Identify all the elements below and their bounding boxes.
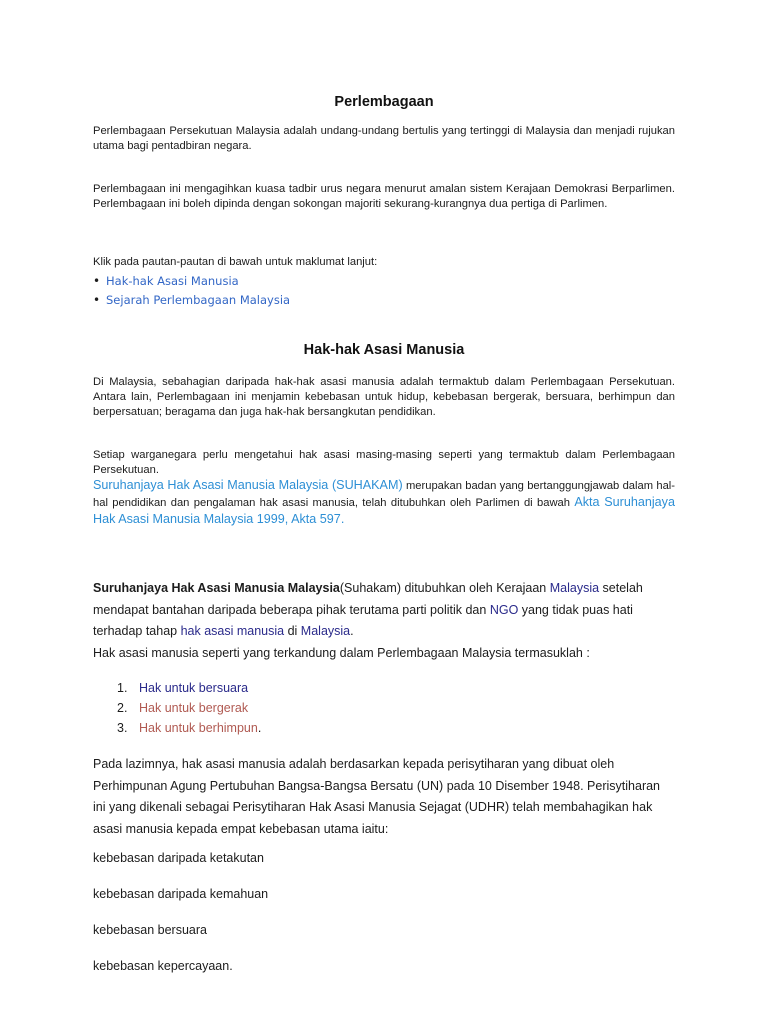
bullet-icon: • [93, 293, 101, 307]
page-title: Perlembagaan [334, 94, 434, 110]
intro-paragraph: Perlembagaan Persekutuan Malaysia adalah undang-undang bertulis yang tertinggi di Malaysia dan menjadi rujukan utama bagi pentadbiran negara. [93, 125, 675, 152]
bullet-icon: • [93, 274, 101, 288]
rights-list [117, 678, 261, 738]
malaysia-link[interactable]: Malaysia [549, 581, 600, 595]
right-link[interactable]: Hak untuk berhimpun [139, 721, 258, 735]
links-list [93, 272, 290, 310]
suhakam-paragraph: Suruhanjaya Hak Asasi Manusia Malaysia (SUHAKAM) merupakan badan yang bertanggungjawab dalam hal-hal pendidikan dan pengalaman hak asasi manusia, telah ditubuhkan oleh Parlimen di bawah Akta Suruhanjaya Hak Asasi Manusia Malaysia 1999, Akta 597. [93, 478, 676, 526]
list-item: 3. Hak untuk berhimpun. [117, 721, 262, 735]
udhr-paragraph: Pada lazimnya, hak asasi manusia adalah berdasarkan kepada perisytiharan yang dibuat oleh Perhimpunan Agung Pertubuhan Bangsa-Bangsa Bersatu (UN) pada 10 Disember 1948. Perisytiharan ini yang dikenali sebagai Perisytiharan Hak Asasi Manusia Sejagat (UDHR) telah membahagikan hak asasi manusia kepada empat kebebasan utama iaitu: [93, 757, 661, 836]
suhakam-history-paragraph: Suruhanjaya Hak Asasi Manusia Malaysia(Suhakam) ditubuhkan oleh Kerajaan Malaysia setelah mendapat bantahan daripada beberapa pihak terutama parti politik dan NGO yang tidak puas hati terhadap tahap hak asasi manusia di Malaysia. [93, 581, 643, 638]
list-intro: Hak asasi manusia seperti yang terkandung dalam Perlembagaan Malaysia termasuklah : [93, 646, 590, 660]
link-sejarah[interactable]: • Sejarah Perlembagaan Malaysia [93, 291, 290, 310]
akta-link[interactable]: Akta Suruhanjaya Hak Asasi Manusia Malaysia 1999, Akta 597. [93, 495, 675, 526]
constitution-paragraph: Perlembagaan ini mengagihkan kuasa tadbir urus negara menurut amalan sistem Kerajaan Demokrasi Berparlimen. Perlembagaan ini boleh dipinda dengan sokongan majoriti sekurang-kurangnya dua pertiga di Parlimen. [93, 183, 675, 210]
right-link[interactable]: Hak untuk bersuara [139, 681, 249, 695]
list-item: 2. Hak untuk bergerak [117, 701, 249, 715]
freedom-item: kebebasan kepercayaan. [93, 959, 233, 973]
list-item: 1. Hak untuk bersuara [117, 681, 249, 695]
freedom-item: kebebasan bersuara [93, 923, 207, 937]
suhakam-link[interactable]: Suruhanjaya Hak Asasi Manusia Malaysia (SUHAKAM) [93, 478, 403, 492]
right-link[interactable]: Hak untuk bergerak [139, 701, 249, 715]
link-hak-asasi[interactable]: • Hak-hak Asasi Manusia [93, 272, 290, 291]
ngo-link[interactable]: NGO [489, 602, 519, 617]
malaysia-link-2[interactable]: Malaysia [300, 624, 351, 638]
rights-paragraph: Di Malaysia, sebahagian daripada hak-hak asasi manusia adalah termaktub dalam Perlembagaan Persekutuan. Antara lain, Perlembagaan ini menjamin kebebasan untuk hidup, kebebasan bergerak, bersuara, berhimpun dan berpersatuan; beragama dan juga hak-hak bersangkutan pendidikan. [93, 376, 675, 418]
section-title: Hak-hak Asasi Manusia [303, 342, 465, 358]
hak-asasi-link[interactable]: hak asasi manusia [180, 624, 285, 638]
links-intro: Klik pada pautan-pautan di bawah untuk maklumat lanjut: [93, 256, 378, 268]
citizen-paragraph: Setiap warganegara perlu mengetahui hak asasi masing-masing seperti yang termaktub dalam Perlembagaan Persekutuan. [93, 449, 675, 476]
freedom-item: kebebasan daripada ketakutan [93, 851, 264, 865]
freedom-item: kebebasan daripada kemahuan [93, 887, 269, 901]
